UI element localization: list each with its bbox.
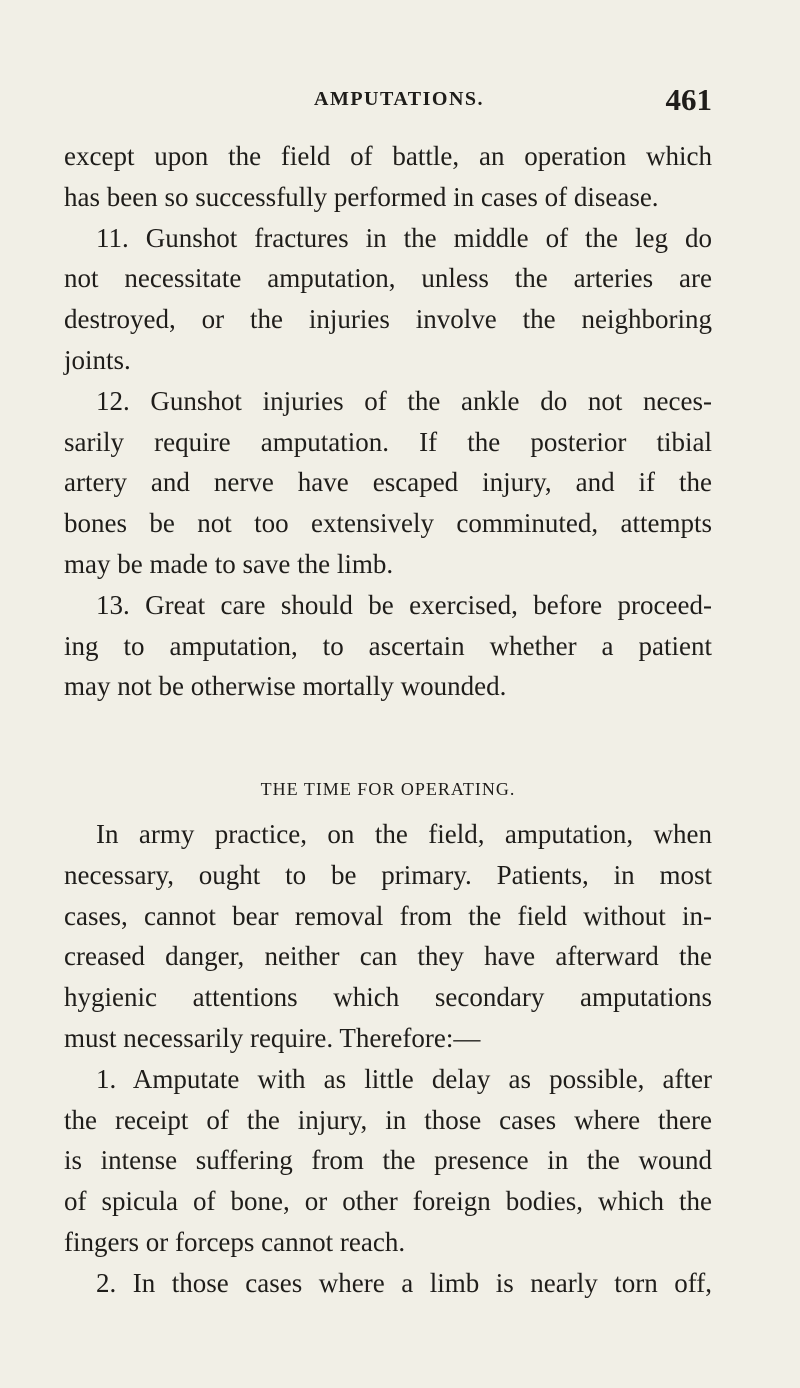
text-line: destroyed, or the injuries involve the neighboring xyxy=(64,304,712,335)
running-title: AMPUTATIONS. xyxy=(314,88,485,110)
text-line: 2. In those cases where a limb is nearly torn off, xyxy=(96,1267,712,1298)
text-line: 12. Gunshot injuries of the ankle do not neces- xyxy=(96,385,712,416)
text-line: ing to amputation, to ascertain whether a patient xyxy=(64,630,712,661)
running-head xyxy=(64,82,712,122)
text-line: is intense suffering from the presence in the wound xyxy=(64,1145,712,1176)
section-heading: THE TIME FOR OPERATING. xyxy=(260,779,516,799)
body-text-bottom xyxy=(64,814,712,1304)
text-line: bones be not too extensively comminuted, attempts xyxy=(64,508,712,539)
text-line: the receipt of the injury, in those cases where there xyxy=(64,1104,712,1135)
text-line: may be made to save the limb. xyxy=(64,548,394,579)
text-line: may not be otherwise mortally wounded. xyxy=(64,671,507,702)
text-line: except upon the field of battle, an operation which xyxy=(64,141,712,171)
text-line: creased danger, neither can they have afterward the xyxy=(64,941,712,972)
text-line: must necessarily require. Therefore:— xyxy=(64,1022,481,1053)
text-line: necessary, ought to be primary. Patients, in most xyxy=(64,859,712,890)
text-line: of spicula of bone, or other foreign bodies, which the xyxy=(64,1186,712,1217)
text-line: artery and nerve have escaped injury, and if the xyxy=(64,467,712,498)
page-number: 461 xyxy=(665,82,712,117)
text-line: has been so successfully performed in cases of disease. xyxy=(64,181,659,212)
text-line: 11. Gunshot fractures in the middle of the leg do xyxy=(96,222,712,253)
text-line: hygienic attentions which secondary amputations xyxy=(64,982,712,1013)
text-line: 1. Amputate with as little delay as possible, after xyxy=(96,1063,712,1094)
text-line: 13. Great care should be exercised, before proceed- xyxy=(96,589,712,620)
text-line: joints. xyxy=(64,344,131,375)
text-line: sarily require amputation. If the posterior tibial xyxy=(64,426,712,457)
text-line: In army practice, on the field, amputation, when xyxy=(96,819,712,849)
text-line: fingers or forceps cannot reach. xyxy=(64,1226,406,1257)
body-text-top xyxy=(64,136,712,707)
text-line: not necessitate amputation, unless the arteries are xyxy=(64,263,712,294)
text-line: cases, cannot bear removal from the field without in- xyxy=(64,900,712,931)
